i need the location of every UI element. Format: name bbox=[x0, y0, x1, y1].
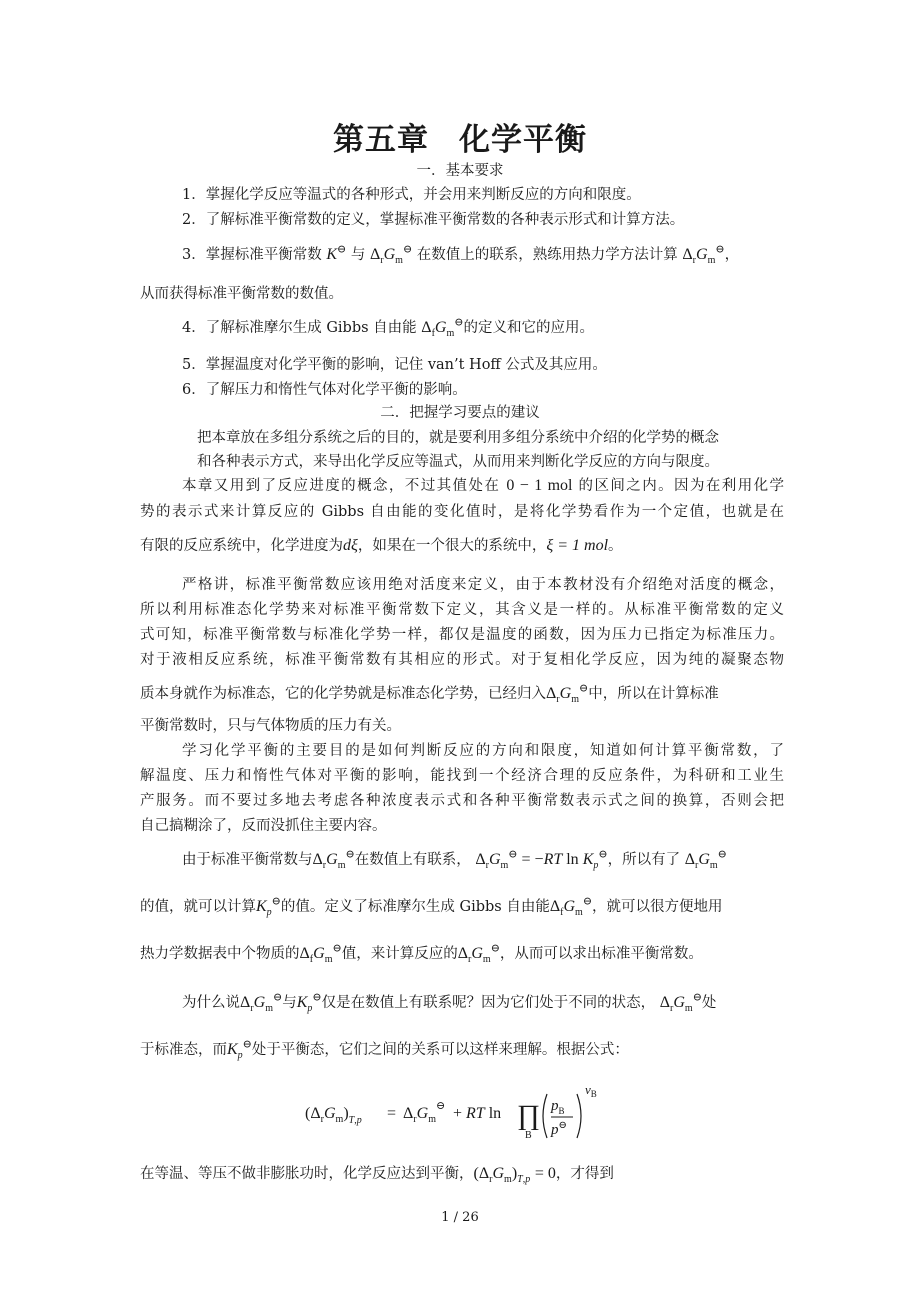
para2-line3 bbox=[140, 536, 623, 556]
para5-text-b: 在数值上有联系， bbox=[354, 852, 471, 868]
symbol-delta-f-g: $\Delta_fG_m^⊖$ bbox=[421, 316, 464, 340]
eq-product-index: B bbox=[525, 1130, 532, 1141]
eq-lhs: $(\Delta_rG_m)_T,p$ bbox=[305, 1105, 362, 1126]
symbol-k-standard: K⊖ bbox=[326, 243, 347, 263]
req-item-3-text-c: 在数值上的联系，熟练用热力学方法计算 bbox=[416, 247, 678, 263]
para4-line1: 学习化学平衡的主要目的是如何判断反应的方向和限度，知道如何计算平衡常数，了 bbox=[182, 743, 784, 759]
symbol-delta-f-g: $\Delta_fG_m^⊖$ bbox=[549, 895, 593, 919]
eq-std-term: $\Delta_rG_m^⊖$ bbox=[403, 1100, 446, 1125]
para4-line4: 自己搞糊涂了，反而没抓住主要内容。 bbox=[140, 818, 387, 834]
para6-line1 bbox=[182, 993, 716, 1013]
eq-rt-ln: + RT ln bbox=[453, 1105, 502, 1122]
para4-line2: 解温度、压力和惰性气体对平衡的影响，能找到一个经济合理的反应条件，为科研和工业生 bbox=[140, 768, 784, 784]
para5-text-g: 热力学数据表中个物质的 bbox=[140, 946, 300, 962]
xi-equals: ξ = 1 mol bbox=[546, 537, 609, 554]
para2-line2: 势的表示式来计算反应的 Gibbs 自由能的变化值时，是将化学势看作为一个定值，也就是在 bbox=[140, 504, 784, 520]
symbol-delta-r-g: $\Delta_rG_m^⊖$ bbox=[312, 848, 355, 872]
req-item-3-text-a: 3．掌握标准平衡常数 bbox=[182, 247, 322, 263]
req-item-6: 6．了解压力和惰性气体对化学平衡的影响。 bbox=[182, 382, 467, 398]
para6-text-c: 仅是在数值上有联系呢？因为它们处于不同的状态， bbox=[321, 995, 656, 1011]
para7-text-a: 在等温、等压不做非膨胀功时，化学反应达到平衡， bbox=[140, 1166, 474, 1182]
eq-left-paren bbox=[543, 1094, 547, 1138]
section1-heading: 一．基本要求 bbox=[416, 163, 504, 179]
req-item-1: 1．掌握化学反应等温式的各种形式，并会用来判断反应的方向和限度。 bbox=[182, 187, 641, 203]
req-item-3-text-d: ， bbox=[724, 247, 740, 263]
section2-heading: 二．把握学习要点的建议 bbox=[380, 405, 540, 421]
eq-exponent: $\nu_B$ bbox=[585, 1082, 597, 1099]
para3-line3: 式可知，标准平衡常数与标准化学势一样，都仅是温度的函数，因为压力已指定为标准压力。 bbox=[140, 627, 784, 643]
eq-numerator: $p_B$ bbox=[551, 1098, 565, 1116]
symbol-reaction-gibbs-tp: $(\Delta_rG_m)_{T,p}$ bbox=[473, 1165, 531, 1186]
para5-line1 bbox=[182, 850, 727, 870]
symbol-delta-r-g: $\Delta_rG_m^⊖$ bbox=[457, 942, 500, 966]
req-item-4-text-b: 的定义和它的应用。 bbox=[463, 320, 594, 336]
chapter-title bbox=[0, 114, 920, 159]
symbol-delta-r-g: $\Delta_rG_m^⊖$ bbox=[240, 991, 283, 1015]
symbol-kp-standard: $K_p^⊖$ bbox=[296, 991, 322, 1015]
para3-line6: 平衡常数时，只与气体物质的压力有关。 bbox=[140, 718, 401, 734]
para6-text-d: 处 bbox=[701, 995, 717, 1011]
symbol-delta-f-g: $\Delta_fG_m^⊖$ bbox=[299, 942, 342, 966]
symbol-kp-standard: $K_p^⊖$ bbox=[227, 1038, 252, 1062]
para5-text-e: 的值。定义了标准摩尔生成 Gibbs 自由能 bbox=[280, 899, 550, 915]
range-value: 0 − 1 mol bbox=[506, 477, 573, 494]
para3-line2: 所以利用标准态化学势来对标准平衡常数下定义，其含义是一样的。从标准平衡常数的定义 bbox=[140, 602, 784, 618]
req-item-5: 5．掌握温度对化学平衡的影响，记住 van’t Hoff 公式及其应用。 bbox=[182, 357, 607, 373]
eq-denominator: p⊖ bbox=[551, 1120, 567, 1138]
equation-gibbs-k: $\Delta_rG_m^⊖ = -RT$ $\ln K_p^⊖$ bbox=[475, 848, 608, 872]
para3-line1: 严格讲，标准平衡常数应该用绝对活度来定义，由于本教材没有介绍绝对活度的概念， bbox=[182, 577, 784, 593]
para5-text-a: 由于标准平衡常数与 bbox=[182, 852, 313, 868]
para2-line1 bbox=[182, 476, 784, 496]
para2-text-a: 本章又用到了反应进度的概念，不过其值处在 bbox=[182, 478, 501, 494]
symbol-delta-r-g: $\Delta_rG_m^⊖$ bbox=[546, 682, 589, 706]
para3-text-a: 质本身就作为标准态，它的化学势就是标准态化学势，已经归入 bbox=[140, 686, 546, 702]
symbol-kp-standard: $K_p^⊖$ bbox=[256, 895, 281, 919]
para4-line3: 产服务。而不要过多地去考虑各种浓度表示式和各种平衡常数表示式之间的换算，否则会把 bbox=[140, 793, 784, 809]
para2-text-e: 。 bbox=[608, 538, 623, 554]
eq-product-sign: ∏ bbox=[517, 1100, 541, 1131]
para7-line bbox=[140, 1164, 614, 1184]
eq-right-paren bbox=[577, 1094, 581, 1138]
req-item-3-cont: 从而获得标准平衡常数的数值。 bbox=[140, 286, 343, 302]
chapter-number: 第五章 bbox=[333, 122, 429, 158]
eq-equals: = bbox=[387, 1105, 397, 1122]
req-item-4-text-a: 4．了解标准摩尔生成 Gibbs 自由能 bbox=[182, 320, 417, 336]
d-xi: dξ bbox=[343, 537, 358, 554]
para6-text-e: 于标准态，而 bbox=[140, 1042, 227, 1058]
para6-text-b: 与 bbox=[282, 995, 297, 1011]
req-item-4 bbox=[182, 318, 594, 338]
symbol-delta-r-g: $\Delta_rG_m^⊖$ bbox=[659, 991, 702, 1015]
para2-text-b: 的区间之内。因为在利用化学 bbox=[578, 478, 785, 494]
para2-text-c: 有限的反应系统中，化学进度为 bbox=[140, 538, 343, 554]
para3-line4: 对于液相反应系统，标准平衡常数有其相应的形式。对于复相化学反应，因为纯的凝聚态物 bbox=[140, 652, 784, 668]
para5-line3 bbox=[140, 944, 703, 964]
symbol-delta-r-g: $\Delta_rG_m^⊖$ bbox=[369, 243, 413, 267]
isotherm-equation bbox=[305, 1080, 605, 1150]
para1-line2: 和各种表示方式，来导出化学反应等温式，从而用来判断化学反应的方向与限度。 bbox=[197, 454, 719, 470]
req-item-3 bbox=[182, 245, 739, 265]
para1-line1: 把本章放在多组分系统之后的目的，就是要利用多组分系统中介绍的化学势的概念 bbox=[197, 430, 719, 446]
para7-text-b: ，才得到 bbox=[555, 1166, 614, 1182]
para3-line5 bbox=[140, 684, 719, 704]
para5-line2 bbox=[140, 897, 723, 917]
req-item-2: 2．了解标准平衡常数的定义，掌握标准平衡常数的各种表示形式和计算方法。 bbox=[182, 212, 685, 228]
para2-text-d: ，如果在一个很大的系统中， bbox=[357, 538, 547, 554]
para6-line2 bbox=[140, 1040, 629, 1060]
symbol-delta-r-g: $\Delta_rG_m^⊖$ bbox=[682, 243, 725, 267]
req-item-3-text-b: 与 bbox=[350, 247, 366, 263]
para3-text-b: 中，所以在计算标准 bbox=[588, 686, 719, 702]
para5-text-d: 的值，就可以计算 bbox=[140, 899, 256, 915]
para6-text-a: 为什么说 bbox=[182, 995, 240, 1011]
equals-zero: = 0 bbox=[534, 1165, 556, 1182]
page-number: 1 / 26 bbox=[441, 1210, 479, 1225]
para6-text-f: 处于平衡态，它们之间的关系可以这样来理解。根据公式： bbox=[251, 1042, 629, 1058]
symbol-delta-r-g: $\Delta_rG_m^⊖$ bbox=[684, 848, 727, 872]
chapter-name: 化学平衡 bbox=[459, 122, 587, 158]
para5-text-h: 值，来计算反应的 bbox=[341, 946, 458, 962]
para5-text-f: ，就可以很方便地用 bbox=[592, 899, 723, 915]
para5-text-c: ，所以有了 bbox=[607, 852, 681, 868]
para5-text-i: ，从而可以求出标准平衡常数。 bbox=[499, 946, 703, 962]
